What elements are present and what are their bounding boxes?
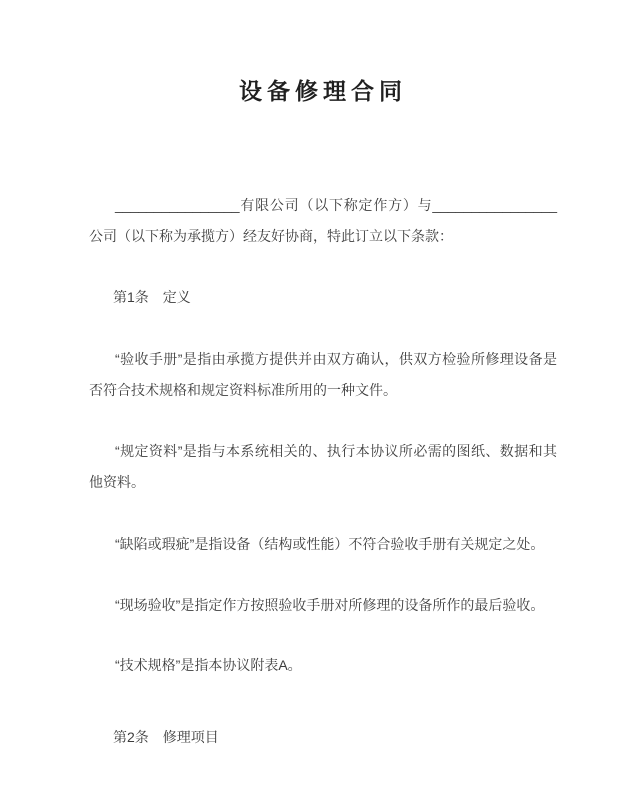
- definition-term: “现场验收”: [115, 597, 181, 613]
- definition-term: “技术规格”: [115, 657, 181, 673]
- definition-text: 是指与本系统相关的、执行本协议所必需的图纸、数据和其他资料。: [89, 443, 558, 490]
- definition-text: 是指由承揽方提供并由双方确认，供双方检验所修理设备是否符合技术规格和规定资料标准所用的一种文件。: [89, 351, 558, 398]
- definition-paragraph-technical-spec: [89, 650, 557, 681]
- definition-paragraph-defects: [89, 529, 557, 560]
- definition-paragraph-specified-data: [89, 436, 557, 498]
- definition-term: “验收手册”: [115, 351, 183, 367]
- definition-text: 是指本协议附表A。: [180, 657, 302, 673]
- intro-text-party-a: 有限公司（以下称定作方）与: [239, 197, 433, 213]
- definition-paragraph-site-acceptance: [89, 590, 557, 621]
- intro-paragraph: [89, 190, 557, 252]
- definition-term: “规定资料”: [115, 443, 183, 459]
- definition-term: “缺陷或瑕疵”: [115, 536, 195, 552]
- definition-paragraph-acceptance-manual: [89, 344, 557, 406]
- article-2-heading: 第2条 修理项目: [113, 729, 219, 745]
- party-b-blank-line: ________________: [432, 197, 557, 213]
- intro-text-party-b: 公司（以下称为承揽方）经友好协商，特此订立以下条款：: [89, 228, 453, 244]
- definition-text: 是指设备（结构或性能）不符合验收手册有关规定之处。: [194, 536, 545, 552]
- party-a-blank-line: ________________: [115, 197, 240, 213]
- document-title: 设备修理合同: [239, 78, 407, 104]
- article-1-heading: 第1条 定义: [113, 289, 191, 305]
- definition-text: 是指定作方按照验收手册对所修理的设备所作的最后验收。: [180, 597, 545, 613]
